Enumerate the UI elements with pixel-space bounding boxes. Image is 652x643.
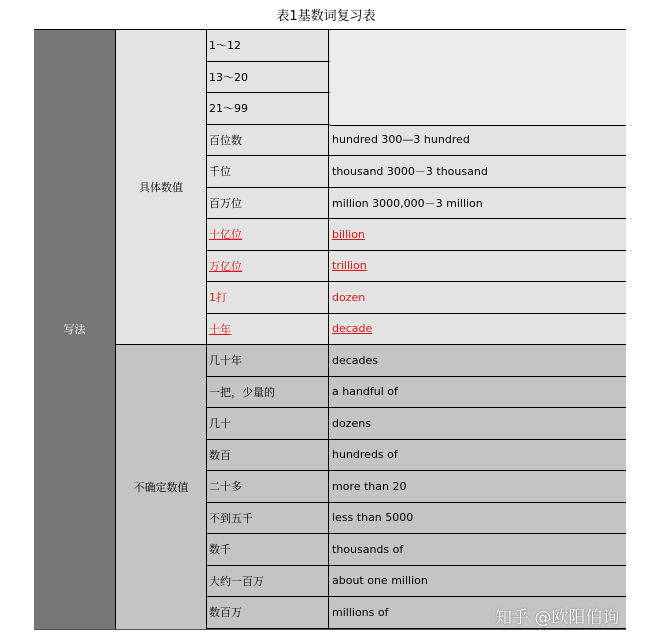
chinese-term-cell: 百万位 [207,188,329,219]
chinese-term-cell: 数百 [207,440,329,471]
table-row [207,408,626,440]
english-term-cell: thousands of [332,542,404,556]
chinese-term-cell: 千位 [207,156,329,187]
chinese-term-cell: 百位数 [207,125,329,156]
table-row [207,345,626,377]
group-label-specific: 具体数值 [139,180,183,194]
chinese-term-cell: 21～99 [207,93,329,124]
table-row [207,471,626,503]
chinese-term-cell: 数千 [207,534,329,565]
chinese-term-cell: 十亿位 [207,219,329,250]
group-cell-uncertain [116,345,207,629]
chinese-term-cell: 1打 [207,282,329,313]
chinese-term-cell: 不到五千 [207,503,329,534]
table-row [207,440,626,472]
table-row [207,503,626,535]
category-cell-writing [34,30,116,629]
english-term-cell: about one million [332,574,428,588]
chinese-term-cell: 数百万 [207,597,329,628]
english-term-cell: hundreds of [332,448,398,462]
table-row [207,156,626,188]
english-term-cell: a handful of [332,385,398,399]
category-label: 写法 [63,323,86,336]
table-row [207,314,626,346]
group-label-uncertain: 不确定数值 [133,480,189,494]
english-term-cell: thousand 3000－3 thousand [332,165,488,179]
chinese-term-cell: 万亿位 [207,251,329,282]
merged-blank-cell [330,30,626,126]
table-row [207,282,626,314]
table-row [207,377,626,409]
table-row [207,251,626,283]
english-term-cell: million 3000,000－3 million [332,196,483,210]
english-term-cell: decades [332,353,379,367]
group-cell-specific [116,30,207,345]
table-bottom-border [34,629,626,630]
chinese-term-cell: 二十多 [207,471,329,502]
table-row [207,534,626,566]
english-term-cell: decade [332,322,373,336]
table-row [207,566,626,598]
table-row [207,188,626,220]
chinese-term-cell: 大约一百万 [207,566,329,597]
watermark: 知乎 @欧阳伯询 [495,608,620,628]
english-term-cell: millions of [332,605,389,619]
chinese-term-cell: 几十 [207,408,329,439]
table-row [207,219,626,251]
chinese-term-cell: 一把，少量的 [207,377,329,408]
english-term-cell: trillion [332,259,367,273]
english-term-cell: billion [332,227,365,241]
chinese-term-cell: 13～20 [207,62,329,93]
english-term-cell: dozen [332,290,366,304]
english-term-cell: more than 20 [332,479,407,493]
english-term-cell: hundred 300—3 hundred [332,133,470,147]
english-term-cell: dozens [332,416,371,430]
chinese-term-cell: 1～12 [207,30,329,61]
table-title: 表1基数词复习表 [276,9,376,24]
chinese-term-cell: 十年 [207,314,329,345]
table-row [207,125,626,157]
english-term-cell: less than 5000 [332,511,414,525]
chinese-term-cell: 几十年 [207,345,329,376]
